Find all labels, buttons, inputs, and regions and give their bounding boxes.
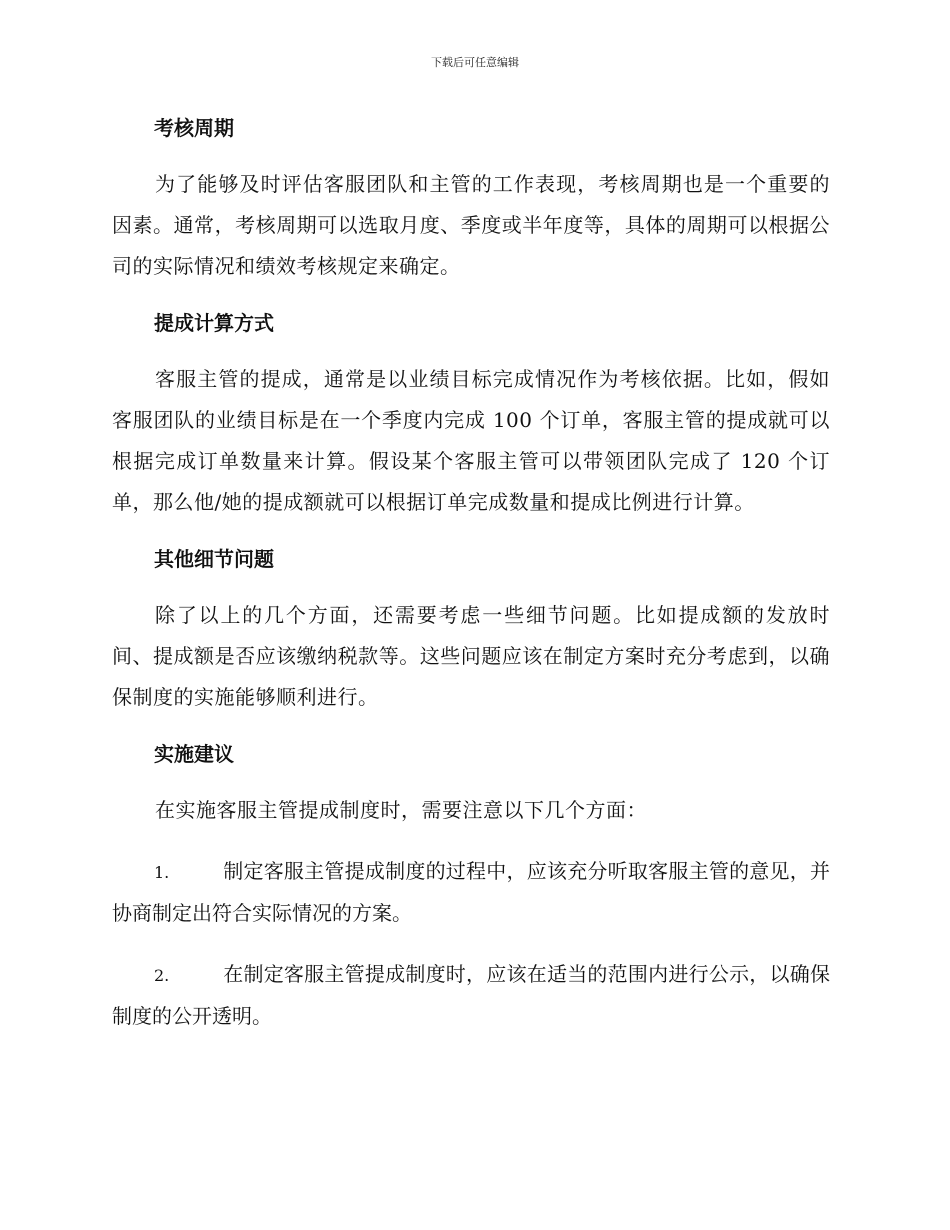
section-heading: 实施建议 [154,742,234,766]
section-paragraph: 为了能够及时评估客服团队和主管的工作表现，考核周期也是一个重要的因素。通常，考核周期可以选取月度、季度或半年度等，具体的周期可以根据公司的实际情况和绩效考核规定来确定。 [112,172,830,278]
section-heading: 其他细节问题 [154,547,274,571]
document-body [112,112,830,1057]
section-paragraph: 在实施客服主管提成制度时，需要注意以下几个方面： [155,798,647,822]
section-assessment-cycle [112,112,830,287]
list-text: 在制定客服主管提成制度时，应该在适当的范围内进行公示，以确保制度的公开透明。 [112,962,830,1028]
section-paragraph: 除了以上的几个方面，还需要考虑一些细节问题。比如提成额的发放时间、提成额是否应该缴纳税款等。这些问题应该在制定方案时充分考虑到，以确保制度的实施能够顺利进行。 [112,603,830,709]
section-heading: 提成计算方式 [154,311,274,335]
page-header: 下载后可任意编辑 [431,56,519,69]
list-text: 制定客服主管提成制度的过程中，应该充分听取客服主管的意见，并协商制定出符合实际情况的方案。 [112,859,830,925]
list-item [112,851,830,934]
section-other-details [112,543,830,718]
list-number: 1. [154,863,170,882]
section-heading: 考核周期 [154,116,234,140]
list-number: 2. [154,966,170,985]
list-item [112,954,830,1037]
section-paragraph: 客服主管的提成，通常是以业绩目标完成情况作为考核依据。比如，假如客服团队的业绩目标是在一个季度内完成 100 个订单，客服主管的提成就可以根据完成订单数量来计算。假设某个客服主管可以带领团队完成了 120 个订单，那么他/她的提成额就可以根据订单完成数量和提成比例进行计算。 [112,367,830,514]
section-commission-calculation [112,307,830,523]
section-implementation-advice [112,738,830,1037]
